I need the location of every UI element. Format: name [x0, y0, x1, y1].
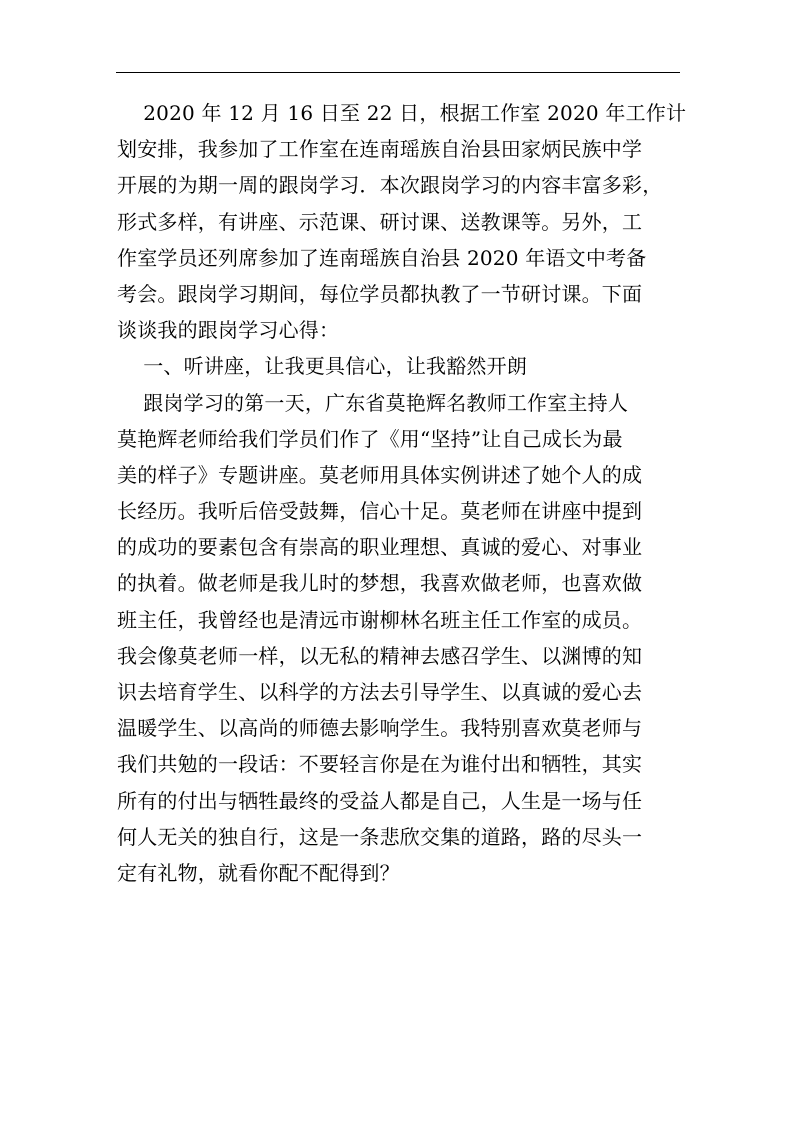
- paragraph-line: 莫艳辉老师给我们学员们作了《用“坚持”让自己成长为最: [117, 426, 623, 451]
- paragraph-line: 温暖学生、以高尚的师德去影响学生。我特别喜欢莫老师与: [117, 716, 643, 741]
- paragraph-line: 定有礼物，就看你配不配得到？: [117, 860, 400, 885]
- paragraph-line: 班主任，我曾经也是清远市谢柳林名班主任工作室的成员。: [117, 607, 643, 632]
- paragraph-line: 的执着。做老师是我儿时的梦想，我喜欢做老师，也喜欢做: [117, 571, 643, 596]
- section-heading: 一、听讲座，让我更具信心，让我豁然开朗: [117, 354, 528, 379]
- paragraph-line: 2020 年 12 月 16 日至 22 日，根据工作室 2020 年工作计: [117, 101, 687, 125]
- paragraph-line: 美的样子》专题讲座。莫老师用具体实例讲述了她个人的成: [117, 462, 643, 487]
- paragraph-line: 跟岗学习的第一天，广东省莫艳辉名教师工作室主持人: [117, 390, 629, 415]
- paragraph-line: 形式多样，有讲座、示范课、研讨课、送教课等。另外，工: [117, 209, 643, 234]
- paragraph-line: 作室学员还列席参加了连南瑶族自治县 2020 年语文中考备: [117, 245, 647, 270]
- paragraph-line: 我会像莫老师一样，以无私的精神去感召学生、以渊博的知: [117, 643, 643, 668]
- paragraph-line: 所有的付出与牺牲最终的受益人都是自己，人生是一场与任: [117, 788, 643, 813]
- paragraph-line: 划安排，我参加了工作室在连南瑶族自治县田家炳民族中学: [117, 137, 643, 162]
- paragraph-line: 谈谈我的跟岗学习心得：: [117, 318, 340, 343]
- paragraph-line: 何人无关的独自行，这是一条悲欣交集的道路，路的尽头一: [117, 824, 643, 849]
- paragraph-line: 考会。跟岗学习期间，每位学员都执教了一节研讨课。下面: [117, 281, 643, 306]
- paragraph-line: 我们共勉的一段话：不要轻言你是在为谁付出和牺牲，其实: [117, 752, 643, 777]
- header-rule: [116, 72, 680, 73]
- paragraph-line: 长经历。我听后倍受鼓舞，信心十足。莫老师在讲座中提到: [117, 499, 643, 524]
- document-body: [117, 95, 687, 891]
- paragraph-line: 识去培育学生、以科学的方法去引导学生、以真诚的爱心去: [117, 680, 643, 704]
- paragraph-line: 开展的为期一周的跟岗学习．本次跟岗学习的内容丰富多彩，: [117, 173, 663, 198]
- paragraph-line: 的成功的要素包含有崇高的职业理想、真诚的爱心、对事业: [117, 535, 643, 560]
